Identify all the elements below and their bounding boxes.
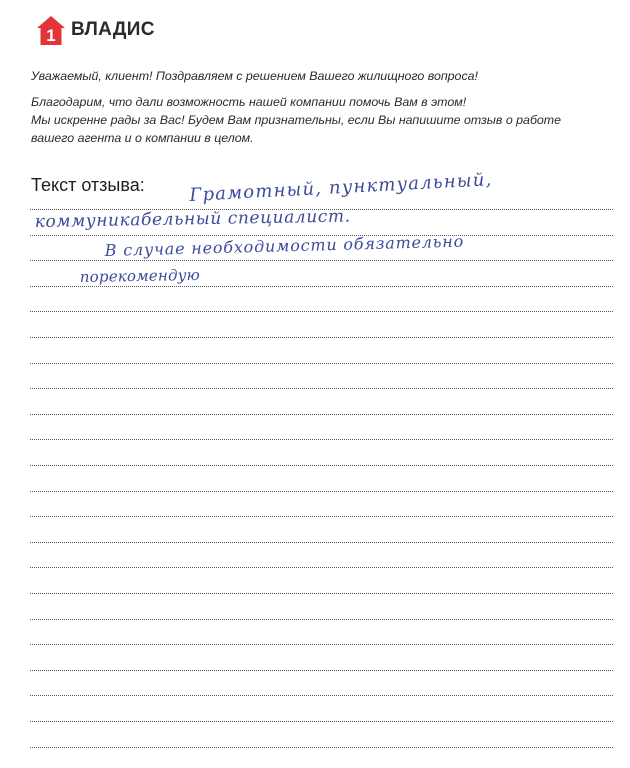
ruled-line (30, 695, 613, 696)
ruled-line (30, 286, 613, 287)
handwritten-line-3: В случае необходимости обязательно (104, 231, 465, 260)
ruled-line (30, 670, 613, 671)
intro-line-4: вашего агента и о компании в целом. (31, 131, 254, 145)
ruled-line (30, 644, 613, 645)
ruled-line (30, 260, 613, 261)
ruled-line (30, 567, 613, 568)
ruled-line (30, 542, 613, 543)
handwritten-line-4: порекомендую (79, 265, 201, 286)
intro-line-2: Благодарим, что дали возможность нашей компании помочь Вам в этом! (31, 95, 467, 109)
ruled-line (30, 516, 613, 517)
vladis-logo (36, 14, 155, 46)
ruled-line (30, 311, 613, 312)
ruled-line (30, 414, 613, 415)
intro-line-1: Уважаемый, клиент! Поздравляем с решением Вашего жилищного вопроса! (31, 69, 478, 83)
intro-line-3: Мы искренне рады за Вас! Будем Вам признательны, если Вы напишите отзыв о работе (31, 113, 562, 127)
ruled-line (30, 388, 613, 389)
handwritten-line-1: Грамотный, пунктуальный, (188, 169, 493, 206)
ruled-line (30, 491, 613, 492)
ruled-line (30, 439, 613, 440)
thanks-paragraph (31, 93, 611, 147)
badge-digit: 1 (46, 25, 56, 45)
ruled-line (30, 337, 613, 338)
ruled-line (30, 721, 613, 722)
greeting-paragraph (31, 67, 611, 85)
handwritten-line-2: коммуникабельный специалист. (34, 206, 351, 232)
logo-text: ВЛАДИС (71, 19, 155, 40)
ruled-line (30, 363, 613, 364)
ruled-line (30, 619, 613, 620)
ruled-line (30, 465, 613, 466)
ruled-line (30, 593, 613, 594)
review-heading: Текст отзыва: (31, 175, 145, 195)
house-badge-icon (36, 15, 66, 46)
ruled-line (30, 747, 613, 748)
